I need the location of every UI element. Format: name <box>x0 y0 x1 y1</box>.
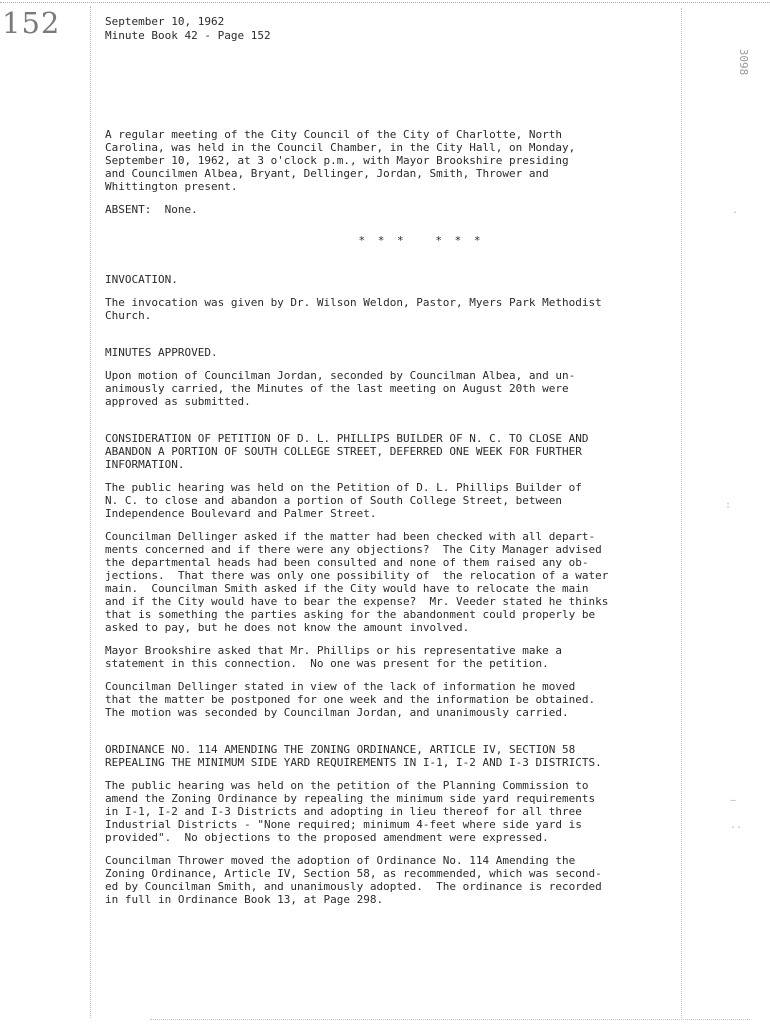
text-line: The invocation was given by Dr. Wilson Weldon, Pastor, Myers Park Methodist <box>105 296 602 309</box>
petition-paragraph-1 <box>105 481 677 520</box>
heading-line: ABANDON A PORTION OF SOUTH COLLEGE STREET, DEFERRED ONE WEEK FOR FURTHER <box>105 445 582 458</box>
text-line: approved as submitted. <box>105 395 251 408</box>
bottom-rule <box>150 1019 750 1020</box>
text-line: Mayor Brookshire asked that Mr. Phillips or his representative make a <box>105 644 562 657</box>
section-separator: * * * * * * <box>358 234 484 247</box>
header-book: Minute Book 42 - Page 152 <box>105 29 271 42</box>
text-line: and Councilmen Albea, Bryant, Dellinger, Jordan, Smith, Thrower and <box>105 167 549 180</box>
text-line: statement in this connection. No one was present for the petition. <box>105 657 549 670</box>
left-margin-rule <box>90 6 91 1018</box>
text-line: amend the Zoning Ordinance by repealing the minimum side yard requirements <box>105 792 596 805</box>
text-line: main. Councilman Smith asked if the City would have to relocate the main <box>105 582 589 595</box>
text-line: Councilman Thrower moved the adoption of Ordinance No. 114 Amending the <box>105 854 576 867</box>
header-date: September 10, 1962 <box>105 15 225 28</box>
text-line: in I-1, I-2 and I-3 Districts and adopting in lieu thereof for all three <box>105 805 582 818</box>
text-line: the departmental heads had been consulted and none of them raised any ob- <box>105 556 589 569</box>
text-line: in full in Ordinance Book 13, at Page 298. <box>105 893 384 906</box>
text-line: animously carried, the Minutes of the last meeting on August 20th were <box>105 382 569 395</box>
text-line: Independence Boulevard and Palmer Street. <box>105 507 377 520</box>
petition-paragraph-3 <box>105 644 677 670</box>
text-line: that is something the parties asking for the abandonment could properly be <box>105 608 596 621</box>
text-line: Councilman Dellinger stated in view of the lack of information he moved <box>105 680 576 693</box>
heading-line: CONSIDERATION OF PETITION OF D. L. PHILLIPS BUILDER OF N. C. TO CLOSE AND <box>105 432 589 445</box>
text-line: Whittington present. <box>105 180 238 193</box>
margin-mark: — <box>730 795 737 806</box>
petition-paragraph-2 <box>105 530 677 634</box>
ordinance-heading <box>105 743 677 769</box>
text-line: jections. That there was only one possibility of the relocation of a water <box>105 569 609 582</box>
text-line: Zoning Ordinance, Article IV, Section 58, as recommended, which was second- <box>105 867 602 880</box>
petition-heading <box>105 432 677 471</box>
petition-paragraph-4 <box>105 680 677 719</box>
text-line: Carolina, was held in the Council Chamber, in the City Hall, on Monday, <box>105 141 576 154</box>
page-header <box>105 15 271 43</box>
text-line: N. C. to close and abandon a portion of South College Street, between <box>105 494 562 507</box>
text-line: provided". No objections to the proposed amendment were expressed. <box>105 831 549 844</box>
margin-stamp: 3098 <box>737 48 751 76</box>
text-line: Industrial Districts - "None required; minimum 4-feet where side yard is <box>105 818 582 831</box>
right-margin-rule <box>681 8 682 1018</box>
text-line: asked to pay, but he does not know the amount involved. <box>105 621 470 634</box>
opening-paragraph <box>105 128 677 193</box>
text-line: ments concerned and if there were any objections? The City Manager advised <box>105 543 602 556</box>
text-line: September 10, 1962, at 3 o'clock p.m., with Mayor Brookshire presiding <box>105 154 569 167</box>
absent-line: ABSENT: None. <box>105 203 198 216</box>
top-rule <box>0 2 770 3</box>
heading-line: ORDINANCE NO. 114 AMENDING THE ZONING ORDINANCE, ARTICLE IV, SECTION 58 <box>105 743 576 756</box>
text-line: that the matter be postponed for one week and the information be obtained. <box>105 693 596 706</box>
text-line: Councilman Dellinger asked if the matter had been checked with all depart- <box>105 530 596 543</box>
heading-line: REPEALING THE MINIMUM SIDE YARD REQUIREMENTS IN I-1, I-2 AND I-3 DISTRICTS. <box>105 756 602 769</box>
page-number: 152 <box>2 6 61 40</box>
minutes-paragraph <box>105 369 677 408</box>
text-line: Upon motion of Councilman Jordan, seconded by Councilman Albea, and un- <box>105 369 576 382</box>
text-line: The motion was seconded by Councilman Jordan, and unanimously carried. <box>105 706 569 719</box>
text-line: ed by Councilman Smith, and unanimously adopted. The ordinance is recorded <box>105 880 602 893</box>
ordinance-paragraph-1 <box>105 779 677 844</box>
margin-mark: : <box>725 500 732 511</box>
text-line: The public hearing was held on the petition of the Planning Commission to <box>105 779 589 792</box>
margin-mark: .. <box>730 820 743 831</box>
minutes-heading: MINUTES APPROVED. <box>105 346 218 359</box>
invocation-paragraph <box>105 296 677 322</box>
margin-mark: . <box>732 205 739 216</box>
invocation-heading: INVOCATION. <box>105 273 178 286</box>
text-line: A regular meeting of the City Council of the City of Charlotte, North <box>105 128 562 141</box>
text-line: and if the City would have to bear the expense? Mr. Veeder stated he thinks <box>105 595 609 608</box>
text-line: Church. <box>105 309 152 322</box>
heading-line: INFORMATION. <box>105 458 185 471</box>
ordinance-paragraph-2 <box>105 854 677 906</box>
document-body <box>105 128 677 906</box>
text-line: The public hearing was held on the Petition of D. L. Phillips Builder of <box>105 481 582 494</box>
